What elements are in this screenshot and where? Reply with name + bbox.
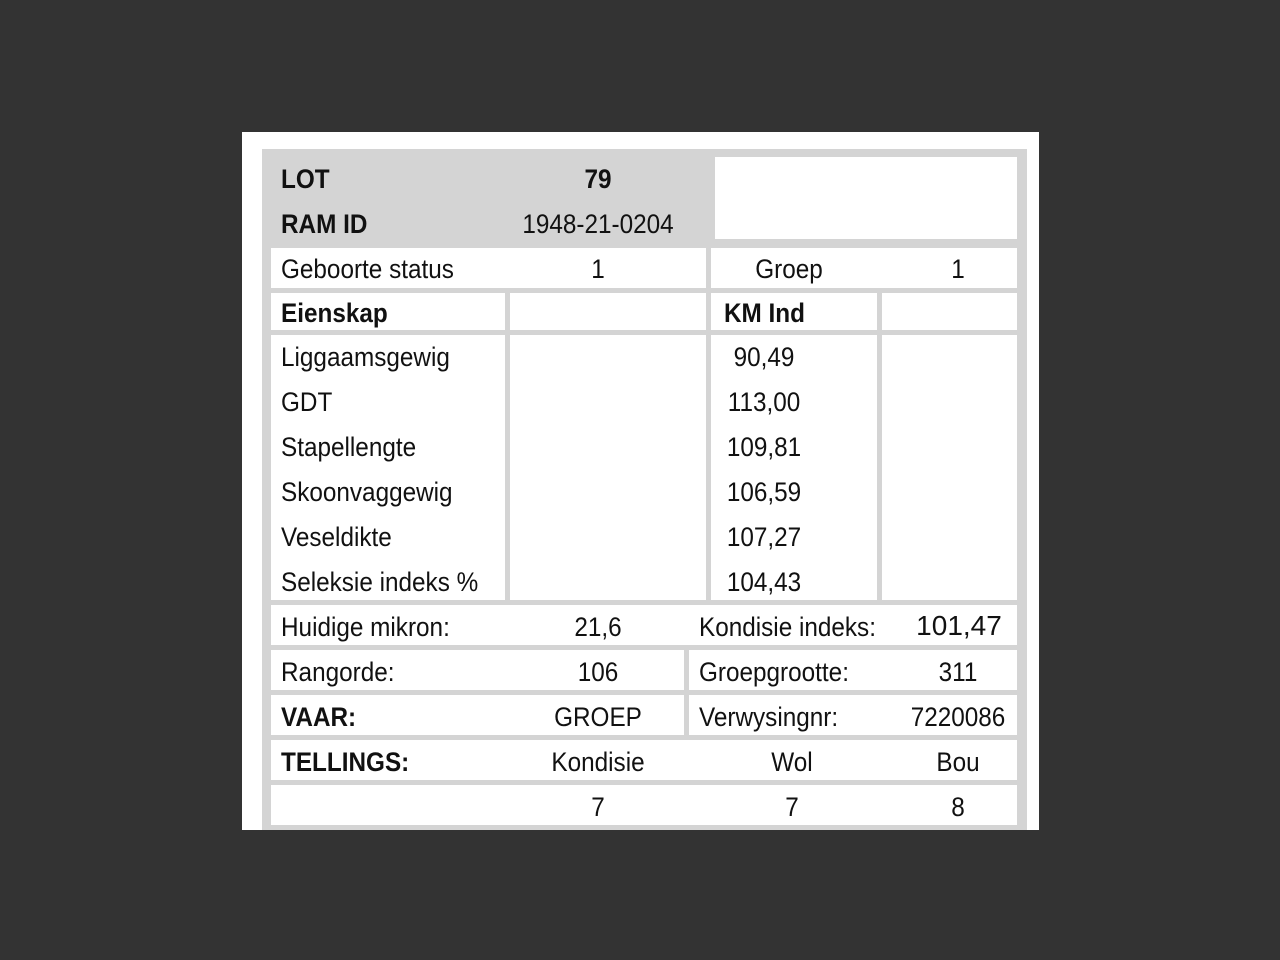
trait-name: Veseldikte (281, 522, 392, 552)
trait-name: Stapellengte (281, 432, 417, 462)
trait-value: 106,59 (726, 477, 802, 507)
counts-value-wool: 7 (785, 792, 799, 822)
trait-value: 107,27 (726, 522, 802, 552)
counts-values-row (271, 785, 1017, 825)
traits-header-empty-2 (882, 293, 1017, 330)
lot-label: LOT (281, 164, 330, 194)
traits-body-values (711, 335, 877, 600)
counts-header-condition: Kondisie (551, 747, 645, 777)
trait-value: 113,00 (727, 387, 801, 417)
sire-label: VAAR: (281, 702, 357, 732)
reference-value: 7220086 (910, 702, 1006, 732)
ram-info-card (242, 132, 1039, 830)
trait-value: 109,81 (726, 432, 802, 462)
trait-value: 90,49 (733, 342, 795, 372)
group-value: 1 (951, 254, 965, 284)
lot-value: 79 (584, 164, 612, 194)
condition-index-label: Kondisie indeks: (699, 612, 876, 642)
traits-header-empty-1 (510, 293, 706, 330)
birth-status-value: 1 (591, 254, 605, 284)
counts-value-condition: 7 (591, 792, 605, 822)
sire-value: GROEP (554, 702, 642, 732)
counts-header-wool: Wol (771, 747, 813, 777)
ram-info-table (262, 149, 1027, 830)
birth-status-label: Geboorte status (281, 254, 454, 284)
rank-value: 106 (577, 657, 619, 687)
rank-label: Rangorde: (281, 657, 395, 687)
ram-id-value: 1948-21-0204 (522, 209, 674, 239)
group-label: Groep (755, 254, 823, 284)
micron-value: 21,6 (574, 612, 622, 642)
traits-col-trait: Eienskap (281, 298, 388, 328)
trait-value: 104,43 (726, 567, 802, 597)
counts-header-build: Bou (936, 747, 980, 777)
header-blank-box (715, 157, 1017, 239)
traits-col-index: KM Ind (724, 298, 805, 328)
counts-label: TELLINGS: (281, 747, 410, 777)
trait-name: Skoonvaggewig (281, 477, 453, 507)
reference-label: Verwysingnr: (699, 702, 839, 732)
counts-value-build: 8 (951, 792, 965, 822)
traits-body-empty-1 (510, 335, 706, 600)
micron-label: Huidige mikron: (281, 612, 450, 642)
group-size-value: 311 (938, 657, 978, 687)
group-size-label: Groepgrootte: (699, 657, 849, 687)
trait-name: Liggaamsgewig (281, 342, 450, 372)
condition-index-value: 101,47 (916, 610, 1002, 641)
traits-body-empty-2 (882, 335, 1017, 600)
traits-body-names (271, 335, 505, 600)
trait-name: GDT (281, 387, 333, 417)
trait-name: Seleksie indeks % (281, 567, 479, 597)
ram-id-label: RAM ID (281, 209, 368, 239)
